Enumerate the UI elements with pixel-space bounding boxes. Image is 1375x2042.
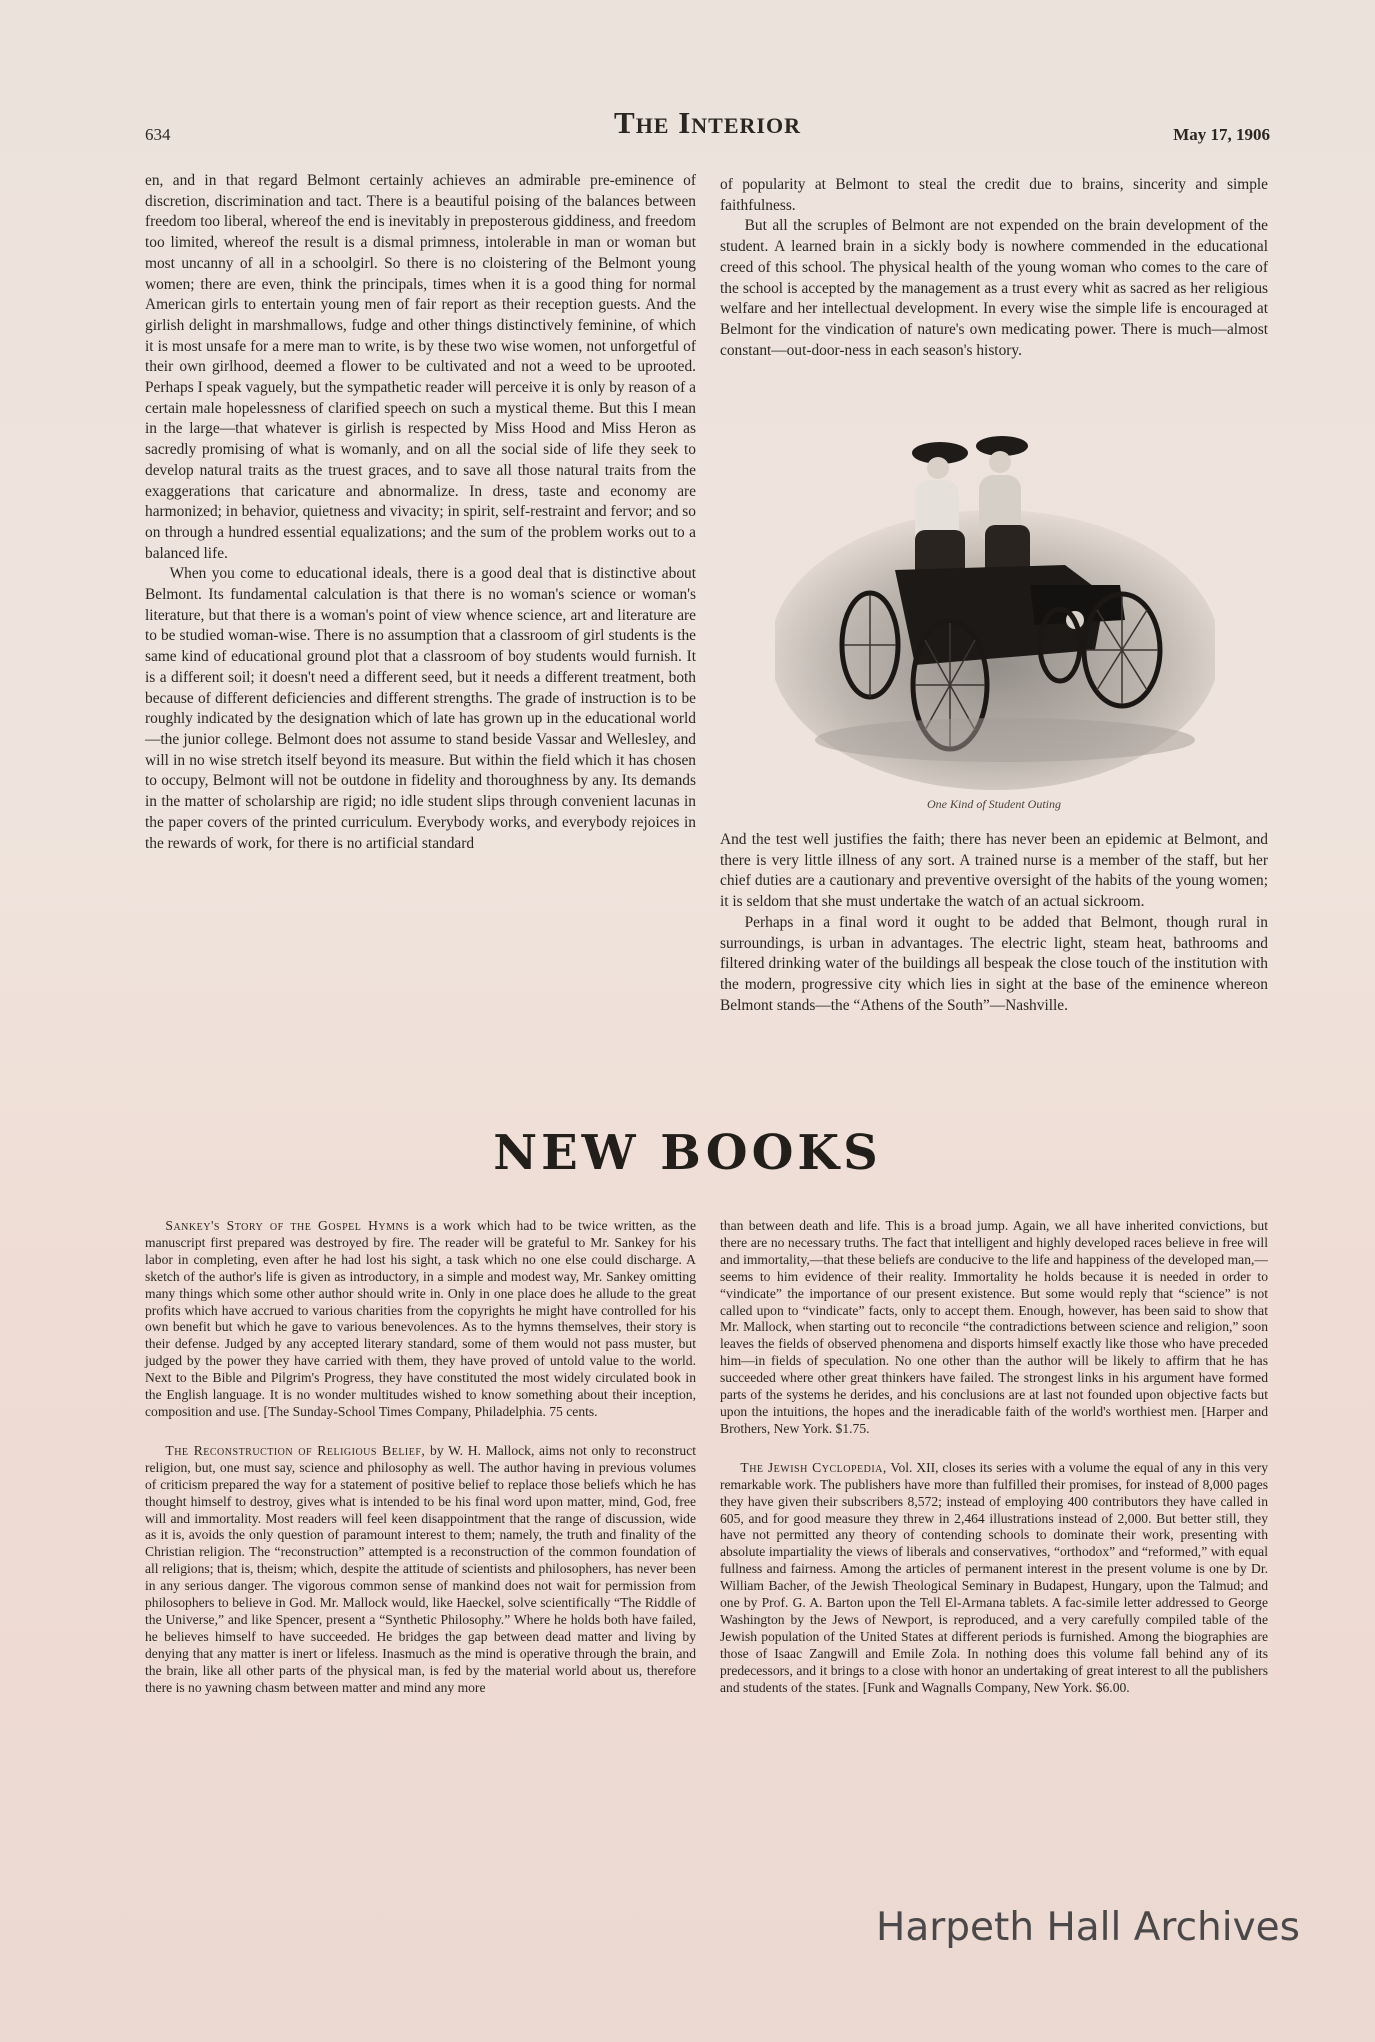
- article-paragraph: en, and in that regard Belmont certainly achieves an admirable pre-eminence of discretion, discrimination and tact. There is a beautiful poising of the balances between freedom too liberal, whereof the end is inevitably in preposterous giddiness, and freedom too limited, whereof the result is a dismal primness, intolerable in man or woman but most uncanny of all in a schoolgirl. So there is no cloistering of the Belmont young women; there are even, think the principals, times when it is a good thing for normal American girls to entertain young men of fair report as their reception guests. And the girlish delight in marshmallows, fudge and other things distinctively feminine, of which it is most unsafe for a mere man to write, is by these two wise women, not unforgetful of their own girlhood, deemed a flower to be cultivated and not a weed to be uprooted. Perhaps I speak vaguely, but the sympathetic reader will perceive it is only by reason of a certain male hopelessness of clarified speech on such a mystical theme. But this I mean in the large—that whatever is girlish is respected by Miss Hood and Miss Heron as sacredly promising of what is womanly, and on all the social side of life they seek to develop natural traits as the truest graces, and to save all those natural traits from the exaggerations that caricature and abnormalize. In dress, taste and economy are harmonized; in behavior, quietness and vivacity; in spirit, self-restraint and fervor; and so on through a hundred essential equalizations; and the sum of the problem works out to a balanced life.: [145, 172, 696, 562]
- book-review: [720, 1460, 1268, 1697]
- student-outing-photo: [775, 420, 1215, 790]
- section-heading: NEW BOOKS: [493, 1125, 882, 1181]
- article-right-bottom-column: [720, 830, 1268, 1016]
- article-paragraph: But all the scruples of Belmont are not expended on the brain development of the student. A learned brain in a sickly body is nowhere commended in the educational creed of this school. The physical health of the young woman who comes to the care of the school is accepted by the management as a trust every whit as sacred as her religious welfare and her intellectual development. In every wise the simple life is encouraged at Belmont for the vindication of nature's own medicating power. There is much—almost constant—out-door-ness in each season's history.: [720, 217, 1268, 359]
- book-review-text: Vol. XII, closes its series with a volume the equal of any in this very remarkable work. The publishers have more than fulfilled their promises, for instead of 8,000 pages they have given their subscribers 8,572; instead of employing 400 contributors they have called in 605, and for good measure they threw in 2,464 illustrations instead of 2,000. But better still, they have not permitted any theory of contending schools to dominate their work, presenting with absolute impartiality the views of liberals and conservatives, “orthodox” and “reformed,” with equal fullness and fairness. Among the articles of permanent interest in the present volume is one by Dr. William Bacher, of the Jewish Theological Seminary in Budapest, Hungary, upon the Talmud; and one by Prof. G. A. Barton upon the Tell El-Armana tablets. A fac-simile letter addressed to George Washington by the Jews of Newport, is reproduced, and a very carefully compiled table of the Jewish population of the United States at different periods is furnished. Among the biographies are those of Isaac Zangwill and Emile Zola. In nothing does this volume fall behind any of its predecessors, and it brings to a close with honor an undertaking of great interest to all the publishers and students of the states. [Funk and Wagnalls Company, New York. $6.00.: [720, 1459, 1268, 1695]
- book-review: [145, 1218, 696, 1421]
- book-reviews-left-column: [145, 1218, 696, 1718]
- book-review-text: than between death and life. This is a broad jump. Again, we all have inherited convictions, but there are no necessary truths. The fact that intelligent and highly developed races believe in free will and immortality,—that these beliefs are conducive to the life and happiness of the developed man,—seems to him evidence of their reality. Immortality he holds because it is needed in order to “vindicate” the importance of our present existence. But some would reply that “science” is not called upon to “vindicate” facts, only to accept them. Enough, however, has been said to show that Mr. Mallock, when starting out to reconcile “the contradictions between science and religion,” soon leaves the fields of observed phenomena and disports himself exactly like those who have preceded him—in fields of speculation. No one other than the author will be likely to affirm that he has succeeded where other great thinkers have failed. The strongest links in his argument have formed parts of the systems he derides, and his conclusions are at last not founded upon objective facts but upon the intuitions, the hopes and the ineradicable faith of the world's worthiest men. [Harper and Brothers, New York. $1.75.: [720, 1218, 1268, 1436]
- book-review: [720, 1218, 1268, 1438]
- article-left-column: [145, 171, 696, 854]
- photo-caption: One Kind of Student Outing: [927, 797, 1061, 811]
- article-paragraph: of popularity at Belmont to steal the credit due to brains, sincerity and simple faithfulness.: [720, 176, 1268, 214]
- page-header: [145, 105, 1270, 145]
- book-title: The Jewish Cyclopedia,: [740, 1459, 887, 1475]
- article-paragraph: Perhaps in a final word it ought to be added that Belmont, though rural in surroundings, is urban in advantages. The electric light, steam heat, bathrooms and filtered drinking water of the buildings all bespeak the close touch of the institution with the modern, progressive city which lies in sight at the base of the eminence whereon Belmont stands—the “Athens of the South”—Nashville.: [720, 913, 1268, 1014]
- book-review-text: is a work which had to be twice written, as the manuscript first prepared was destroyed by fire. The reader will be grateful to Mr. Sankey for his labor in completing, even after he had lost his sight, a task which no one else could discharge. A sketch of the author's life is given as introductory, in a simple and modest way, Mr. Sankey omitting many things which some other author should write in. Only in one place does he allude to the great profits which have accrued to various charities from the copyrights he might have controlled for his own benefit but which he gave to various benevolences. As to the hymns themselves, their story is their defense. Judged by any accepted literary standard, some of them would not pass muster, but judged by the power they have carried with them, they have proved of untold value to the world. Next to the Bible and Pilgrim's Progress, they have constituted the most widely circulated book in the English language. It is no wonder multitudes wished to know something about their inception, composition and use. [The Sunday-School Times Company, Philadelphia. 75 cents.: [145, 1218, 696, 1419]
- book-review: [145, 1443, 696, 1697]
- book-review-text: by W. H. Mallock, aims not only to reconstruct religion, but, one must say, science and philosophy as well. The author having in previous volumes of criticism prepared the way for a statement of positive belief to replace those beliefs which he has thought himself to destroy, gives what is intended to be his final word upon matter, mind, God, free will and immortality. Most readers will feel keen disappointment that the range of discussion, wide as it is, avoids the only question of paramount interest to them; namely, the truth and finality of the Christian religion. The “reconstruction” attempted is a reconstruction of the common foundation of all religions; that is, theism; which, despite the attitude of scientists and philosophers, has never been in any serious danger. The vigorous common sense of mankind does not wait for permission from philosophers to believe in God. Mr. Mallock would, like Haeckel, solve scientifically “The Riddle of the Universe,” and like Spencer, present a “Synthetic Philosophy.” Where he holds both have failed, he believes himself to have succeeded. He bridges the gap between dead matter and living by denying that any matter is inert or lifeless. Inasmuch as the mind is operative through the brain, and the brain, like all other parts of the physical man, is fed by the material world about us, therefore there is no yawning chasm between matter and mind any more: [145, 1442, 696, 1695]
- page-number: 634: [145, 125, 171, 144]
- journal-title: The Interior: [614, 105, 801, 140]
- article-right-top-column: [720, 175, 1268, 361]
- article-paragraph: When you come to educational ideals, there is a good deal that is distinctive about Belmont. Its fundamental calculation is that there is no woman's science or woman's literature, but that there is a woman's point of view whence science, art and literature are to be studied woman-wise. There is no assumption that a classroom of girl students is the same kind of educational ground plot that a classroom of boy students would furnish. It is a different soil; it doesn't need a different seed, but it needs a different treatment, both because of different deficiencies and different strengths. The grade of instruction is to be roughly indicated by the designation which of late has grown up in the educational world—the junior college. Belmont does not assume to stand beside Vassar and Wellesley, and will in no wise stretch itself beyond its measure. But within the field which it has chosen to occupy, Belmont will not be outdone in fidelity and thoroughness by any. Its demands in the matter of scholarship are rigid; no idle student slips through convenient lacunas in the paper covers of the printed curriculum. Everybody works, and everybody rejoices in the rewards of work, for there is no artificial standard: [145, 565, 696, 852]
- article-paragraph: And the test well justifies the faith; there has never been an epidemic at Belmont, and there is very little illness of any sort. A trained nurse is a member of the staff, but her chief duties are a cautionary and preventive oversight of the habits of the young women; it is seldom that she must undertake the watch of an actual sickroom.: [720, 831, 1268, 911]
- issue-date: May 17, 1906: [1173, 125, 1270, 144]
- book-title: Sankey's Story of the Gospel Hymns: [165, 1218, 410, 1233]
- book-title: The Reconstruction of Religious Belief,: [165, 1442, 426, 1458]
- book-reviews-right-column: [720, 1218, 1268, 1718]
- archive-watermark: Harpeth Hall Archives: [876, 1905, 1300, 1950]
